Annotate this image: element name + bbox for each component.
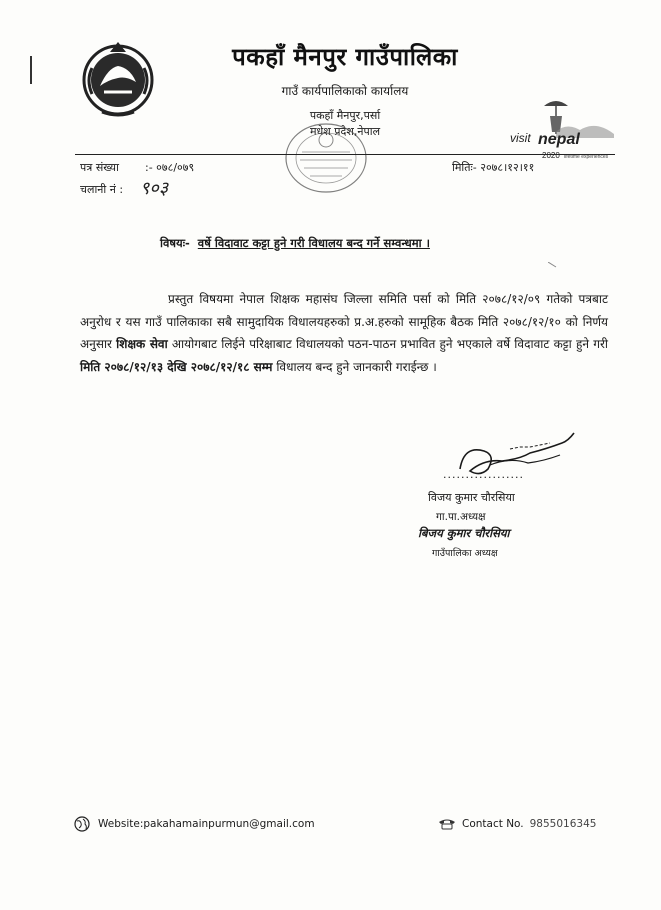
body-bold-2: मिति २०७८/१२/१३ देखि २०७८/१२/१८ सम्म — [80, 359, 273, 374]
office-address-line1: पकहाँ मैनपुर,पर्सा — [309, 109, 381, 122]
footer-contact — [438, 818, 596, 830]
subject-line — [160, 236, 560, 251]
patra-sankhya-value: :- ०७८/०७९ — [145, 161, 195, 174]
svg-text:lifetime experiences: lifetime experiences — [564, 154, 609, 160]
chalani-value: ९०३ — [140, 178, 169, 199]
nepal-emblem-icon — [78, 38, 158, 118]
contact-label: Contact No. — [462, 818, 524, 830]
signature-dots: .................. — [443, 468, 524, 481]
letter-body — [80, 288, 608, 378]
office-address-line2: मधेश प्रदेश,नेपाल — [309, 125, 381, 138]
visit-nepal-2020-logo — [506, 92, 622, 168]
header-rule — [75, 154, 615, 155]
office-stamp-icon — [272, 118, 380, 204]
footer-website — [74, 816, 315, 832]
subject-label: विषयः- — [160, 236, 190, 250]
signer-name: विजय कुमार चौरसिया — [428, 491, 515, 504]
body-part-2: आयोगबाट लिईने परिक्षाबाट विधालयको पठन-पाठन प्रभावित हुने भएकाले वर्षे विदावाट कट्टा हुने गरी — [171, 337, 608, 351]
subject-text: वर्षे विदावाट कट्टा हुने गरी विधालय बन्द गर्ने सम्वन्धमा । — [197, 236, 430, 250]
patra-sankhya-label: पत्र संख्या — [80, 161, 119, 174]
svg-text:nepal: nepal — [538, 131, 580, 148]
telephone-icon — [438, 818, 456, 830]
website-text: Website:pakahamainpurmun@gmail.com — [98, 818, 315, 830]
svg-text:2020: 2020 — [542, 151, 560, 160]
body-part-3: विधालय बन्द हुने जानकारी गराईन्छ । — [276, 359, 437, 374]
signer-post: गा.पा.अध्यक्ष — [436, 511, 486, 523]
chalani-label: चलानी नं : — [80, 183, 124, 196]
body-part-1: प्रस्तुत विषयमा नेपाल शिक्षक महासंघ जिल्ला समिति पर्सा को मिति २०७८/१२/०९ गतेको पत्रबाट अनुरोध र यस गाउँ पालिकाका सबै सामुदायिक विधालयहरुको प्र.अ.हरुको सामूहिक बैठक मिति २०७८/१२/१० को निर्णय अनुसार — [80, 292, 608, 351]
paper-speck — [548, 262, 558, 268]
office-subtitle: गाउँ कार्यपालिकाको कार्यालय — [281, 84, 409, 98]
stamp-signer-post: गाउँपालिका अध्यक्ष — [432, 548, 498, 559]
globe-icon — [74, 816, 90, 832]
body-bold-1: शिक्षक सेवा — [116, 337, 168, 351]
stamp-signer-name: बिजय कुमार चौरसिया — [418, 526, 510, 540]
letter-date: मितिः- २०७८।१२।११ — [452, 161, 535, 174]
svg-text:visit: visit — [510, 131, 531, 145]
contact-number: 9855016345 — [529, 818, 597, 830]
office-title: पकहाँ मैनपुर गाउँपालिका — [232, 43, 458, 71]
margin-mark — [30, 56, 32, 84]
